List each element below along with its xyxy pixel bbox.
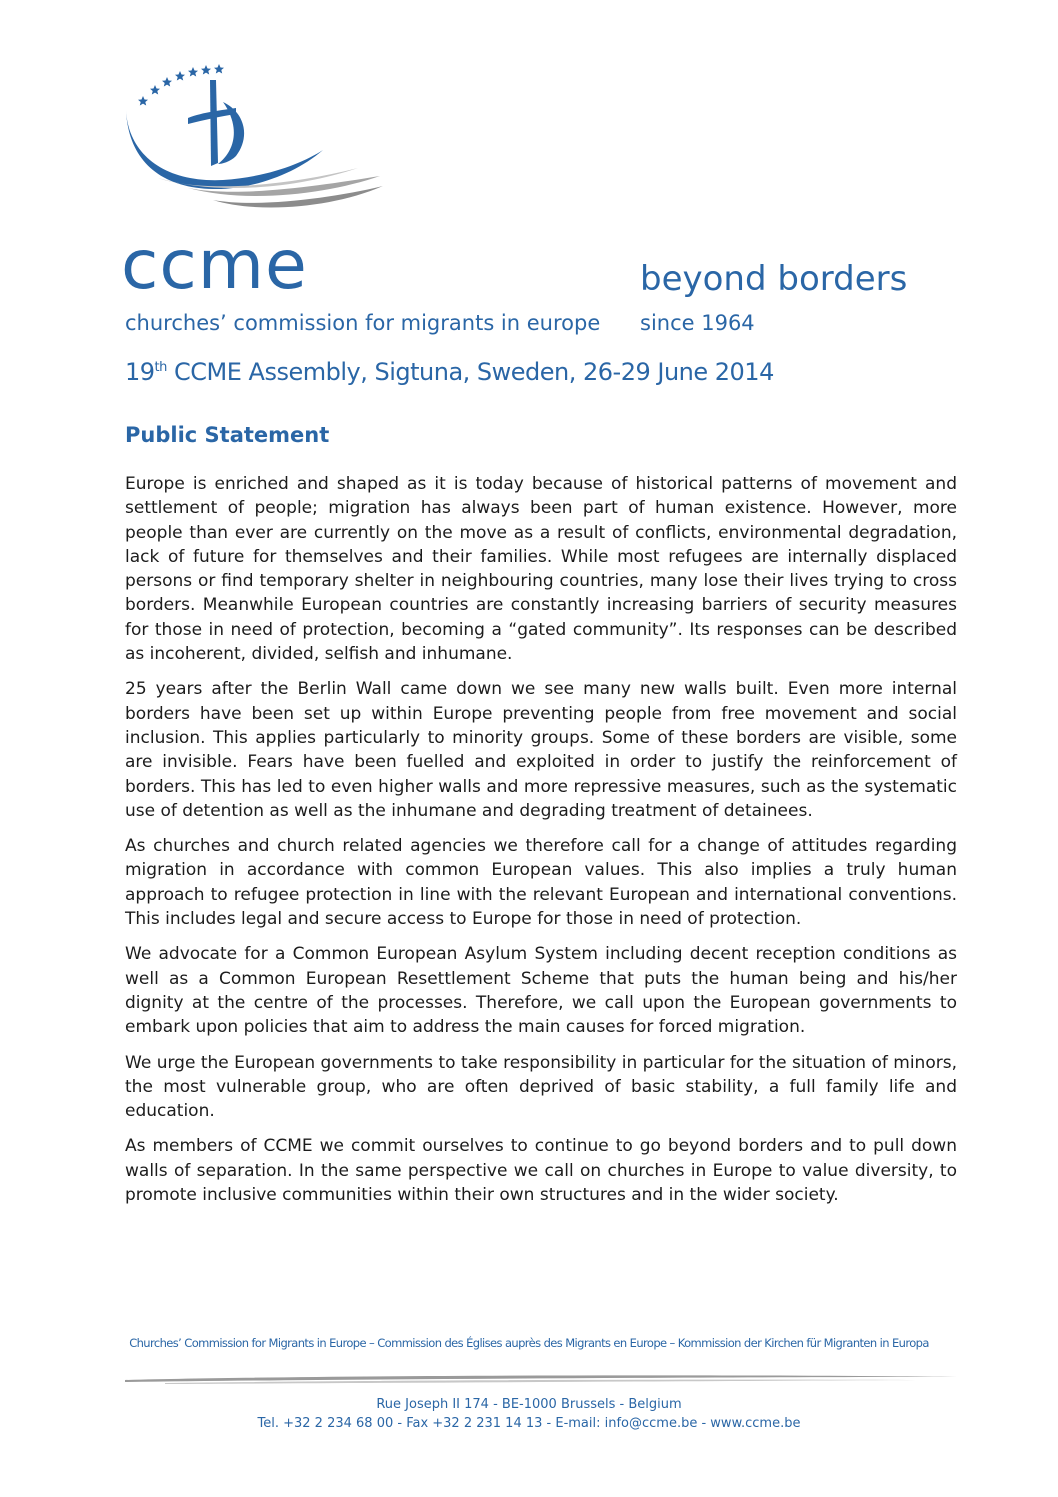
tagline: beyond borders bbox=[640, 259, 908, 299]
assembly-number: 19 bbox=[125, 358, 155, 386]
footer-address: Rue Joseph II 174 - BE-1000 Brussels - Belgium bbox=[376, 1397, 682, 1412]
paragraph: Europe is enriched and shaped as it is today because of historical patterns of movement and settlement of people; migration has always been part of human existence. However, more people than ever are currently on the move as a result of conflicts, environmental degradation, lack of future for themselves and their families. While most refugees are internally displaced persons or find temporary shelter in neighbouring countries, many lose their lives trying to cross borders. Meanwhile European countries are constantly increasing barriers of security measures for those in need of protection, becoming a “gated community”. Its responses can be described as incoherent, divided, selfish and inhumane. bbox=[125, 474, 957, 665]
statement-body bbox=[125, 472, 957, 1218]
paragraph: As members of CCME we commit ourselves to continue to go beyond borders and to pull down walls of separation. In the same perspective we call on churches in Europe to value diversity, to promote inclusive communities within their own structures and in the wider society. bbox=[125, 1136, 957, 1206]
footer-divider bbox=[125, 1372, 957, 1386]
statement-heading: Public Statement bbox=[125, 423, 330, 447]
brand-name: ccme bbox=[121, 226, 308, 305]
ship-cross-stars-logo bbox=[118, 58, 398, 218]
brand-subtitle: churches’ commission for migrants in europe bbox=[125, 311, 601, 335]
footer-contact: Tel. +32 2 234 68 00 - Fax +32 2 231 14 13 - E-mail: info@ccme.be - www.ccme.be bbox=[257, 1416, 801, 1431]
paragraph: As churches and church related agencies we therefore call for a change of attitudes regarding migration in accordance with common European values. This also implies a truly human approach to refugee protection in line with the relevant European and international conventions. This includes legal and secure access to Europe for those in need of protection. bbox=[125, 836, 957, 930]
assembly-details: CCME Assembly, Sigtuna, Sweden, 26-29 June 2014 bbox=[166, 358, 774, 386]
footer-organisation: Churches’ Commission for Migrants in Europe – Commission des Églises auprès des Migrants en Europe – Kommission der Kirchen für Migranten in Europa bbox=[129, 1336, 929, 1350]
paragraph: We advocate for a Common European Asylum System including decent reception conditions as well as a Common European Resettlement Scheme that puts the human being and his/her dignity at the centre of the processes. Therefore, we call upon the European governments to embark upon policies that aim to address the main causes for forced migration. bbox=[125, 944, 957, 1038]
paragraph: 25 years after the Berlin Wall came down we see many new walls built. Even more internal borders have been set up within Europe preventing people from free movement and social inclusion. This applies particularly to minority groups. Some of these borders are visible, some are invisible. Fears have been fuelled and exploited in order to justify the reinforcement of borders. This has led to even higher walls and more repressive measures, such as the systematic use of detention as well as the inhumane and degrading treatment of detainees. bbox=[125, 679, 957, 821]
paragraph: We urge the European governments to take responsibility in particular for the situation of minors, the most vulnerable group, who are often deprived of basic stability, a full family life and education. bbox=[125, 1052, 957, 1122]
assembly-ordinal: th bbox=[154, 360, 167, 375]
assembly-title bbox=[125, 358, 774, 386]
since-year: since 1964 bbox=[640, 311, 755, 335]
